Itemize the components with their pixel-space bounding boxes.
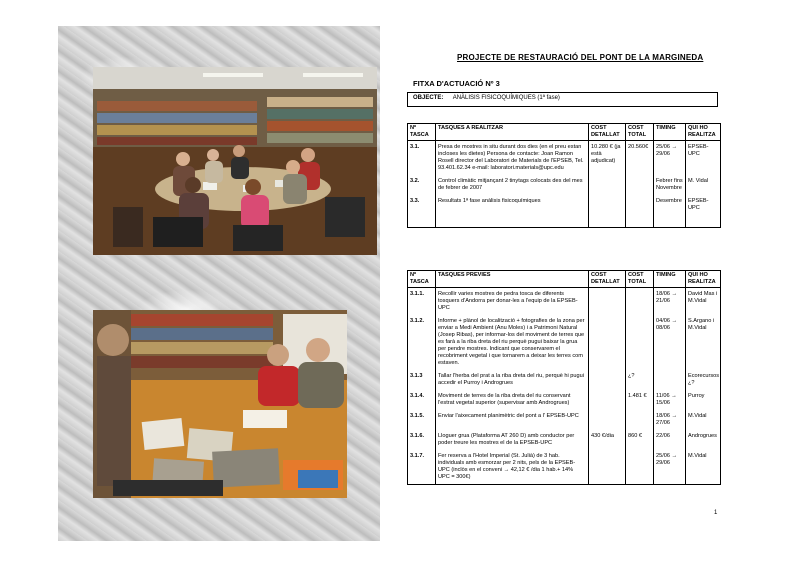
task-timing: 18/06 → 21/06 [654,288,686,316]
task-cost-total: ¿? [626,370,654,390]
header-tasques: TASQUES A REALITZAR [436,124,589,141]
task-cost-total: 1.481 € [626,390,654,410]
header-timing: TIMING [654,124,686,141]
table-discussion-photo [93,310,347,498]
task-description: Resultats 1ª fase anàlisis fisicoquímiques [436,195,589,228]
task-timing: 18/06 → 27/06 [654,410,686,430]
task-number: 3.1. [408,141,436,176]
header-timing: TIMING [654,271,686,288]
task-description: Enviar l'aixecament planimètric del pont a l' EPSEB-UPC [436,410,589,430]
task-cost-detallat [589,450,626,485]
task-number: 3.1.3 [408,370,436,390]
task-timing: 04/06 → 08/06 [654,315,686,370]
task-description: Fer reserva a l'Hotel Imperial (St. Julià) de 3 hab. individuals amb esmorzar per 2 nits, pels de la EPSEB-UPC (inclòs en el conveni → 42,12 € /dia 1 hab.+ 14% UPC = 300€) [436,450,589,485]
table-row [408,195,721,228]
task-timing: 25/06 → 29/06 [654,450,686,485]
task-cost-detallat [589,370,626,390]
task-timing: 22/06 [654,430,686,450]
task-qui: M.Vidal [686,410,721,430]
task-cost-detallat [589,390,626,410]
tasques-a-realitzar-table [407,123,721,228]
table-row [408,141,721,176]
objecte-label: OBJECTE: [413,95,444,101]
task-qui: Purroy [686,390,721,410]
objecte-value: ANÀLISIS FISICOQUÍMIQUES (1ª fase) [452,95,560,101]
table-row [408,175,721,195]
header-qui: QUI HO REALITZA [686,124,721,141]
header-qui: QUI HO REALITZA [686,271,721,288]
header-cost-detallat: COST DETALLAT [589,124,626,141]
table-row [408,410,721,430]
task-cost-total [626,175,654,195]
task-qui: Androgrues [686,430,721,450]
task-number: 3.1.2. [408,315,436,370]
task-timing: Febrer fins Novembre [654,175,686,195]
task-timing: 25/06 → 29/06 [654,141,686,176]
table-header-row [408,124,721,141]
table-row [408,315,721,370]
task-number: 3.1.1. [408,288,436,316]
meeting-room-illustration [93,67,377,255]
task-number: 3.2. [408,175,436,195]
table-row [408,370,721,390]
task-number: 3.3. [408,195,436,228]
task-cost-total [626,195,654,228]
task-qui: M.Vidal [686,450,721,485]
task-cost-detallat [589,175,626,195]
task-timing [654,370,686,390]
table-row [408,390,721,410]
header-cost-total: COST TOTAL [626,124,654,141]
table-discussion-illustration [93,310,347,498]
task-cost-total: 860 € [626,430,654,450]
objecte-box [407,92,718,107]
header-num-tasca: Nº TASCA [408,271,436,288]
task-number: 3.1.7. [408,450,436,485]
task-description: Moviment de terres de la riba dreta del riu conservant l'estrat vegetal superior (supervisar amb Androgrues) [436,390,589,410]
header-cost-total: COST TOTAL [626,271,654,288]
table-row [408,450,721,485]
task-number: 3.1.6. [408,430,436,450]
task-cost-detallat [589,315,626,370]
table-row [408,430,721,450]
header-cost-detallat: COST DETALLAT [589,271,626,288]
task-timing: Desembre [654,195,686,228]
task-qui: M. Vidal [686,175,721,195]
page-number: 1 [714,510,718,516]
task-description: Lloguer grua (Plataforma AT 260 D) amb conductor per poder treure les mostres el de la EPSEB-UPC [436,430,589,450]
task-number: 3.1.4. [408,390,436,410]
task-cost-total [626,288,654,316]
task-description: Informe + plànol de localització + fotografies de la zona per enviar a Medi Ambient (Anu Moles) i a Patrimoni Natural (Josep Ribas), per informar-los del moviment de terres que es farà a la riba dreta del riu perquè pugui baixar la grua per pendre mostres. Indicant que conservarem el recobriment vegetal i que tornarem a deixar les terres com estaven. [436,315,589,370]
task-number: 3.1.5. [408,410,436,430]
task-qui: David Mas i M.Vidal [686,288,721,316]
task-cost-total [626,450,654,485]
task-qui: EPSEB-UPC [686,141,721,176]
task-cost-detallat: 10.280 € (ja està adjudicat) [589,141,626,176]
task-qui: Ecorecursos ¿? [686,370,721,390]
table-row [408,288,721,316]
task-cost-detallat [589,288,626,316]
table-header-row [408,271,721,288]
task-qui: EPSEB-UPC [686,195,721,228]
task-cost-total [626,315,654,370]
header-num-tasca: Nº TASCA [408,124,436,141]
document-title: PROJECTE DE RESTAURACIÓ DEL PONT DE LA MARGINEDA [457,53,704,62]
task-description: Tallar l'herba del prat a la riba dreta del riu, perquè hi pugui accedir el Purroy i Androgrues [436,370,589,390]
fitxa-actuacio-heading: FITXA D'ACTUACIÓ Nº 3 [413,79,500,88]
task-cost-detallat [589,410,626,430]
task-cost-total: 20.560€ [626,141,654,176]
header-tasques: TASQUES PREVIES [436,271,589,288]
task-cost-total [626,410,654,430]
task-timing: 11/06 → 15/06 [654,390,686,410]
tasques-previes-table [407,270,721,485]
meeting-room-photo [93,67,377,255]
task-cost-detallat [589,195,626,228]
task-description: Presa de mostres in situ durant dos dies (en el preu estan incloses les dietes) Persona de contacte: Joan Ramon Rosell director del Laboratori de Materials de l'EPSEB, Tel. 93.401.62.34 e-mail: laboratori.materials@upc.edu [436,141,589,176]
task-description: Recollir varies mostres de pedra tosca de diferents tosquers d'Andorra per donar-les a l'equip de la EPSEB-UPC [436,288,589,316]
task-qui: S.Argano i M.Vidal [686,315,721,370]
task-cost-detallat: 430 €/dia [589,430,626,450]
task-description: Control climàtic mitjançant 2 tinytags colocats des del mes de febrer de 2007 [436,175,589,195]
